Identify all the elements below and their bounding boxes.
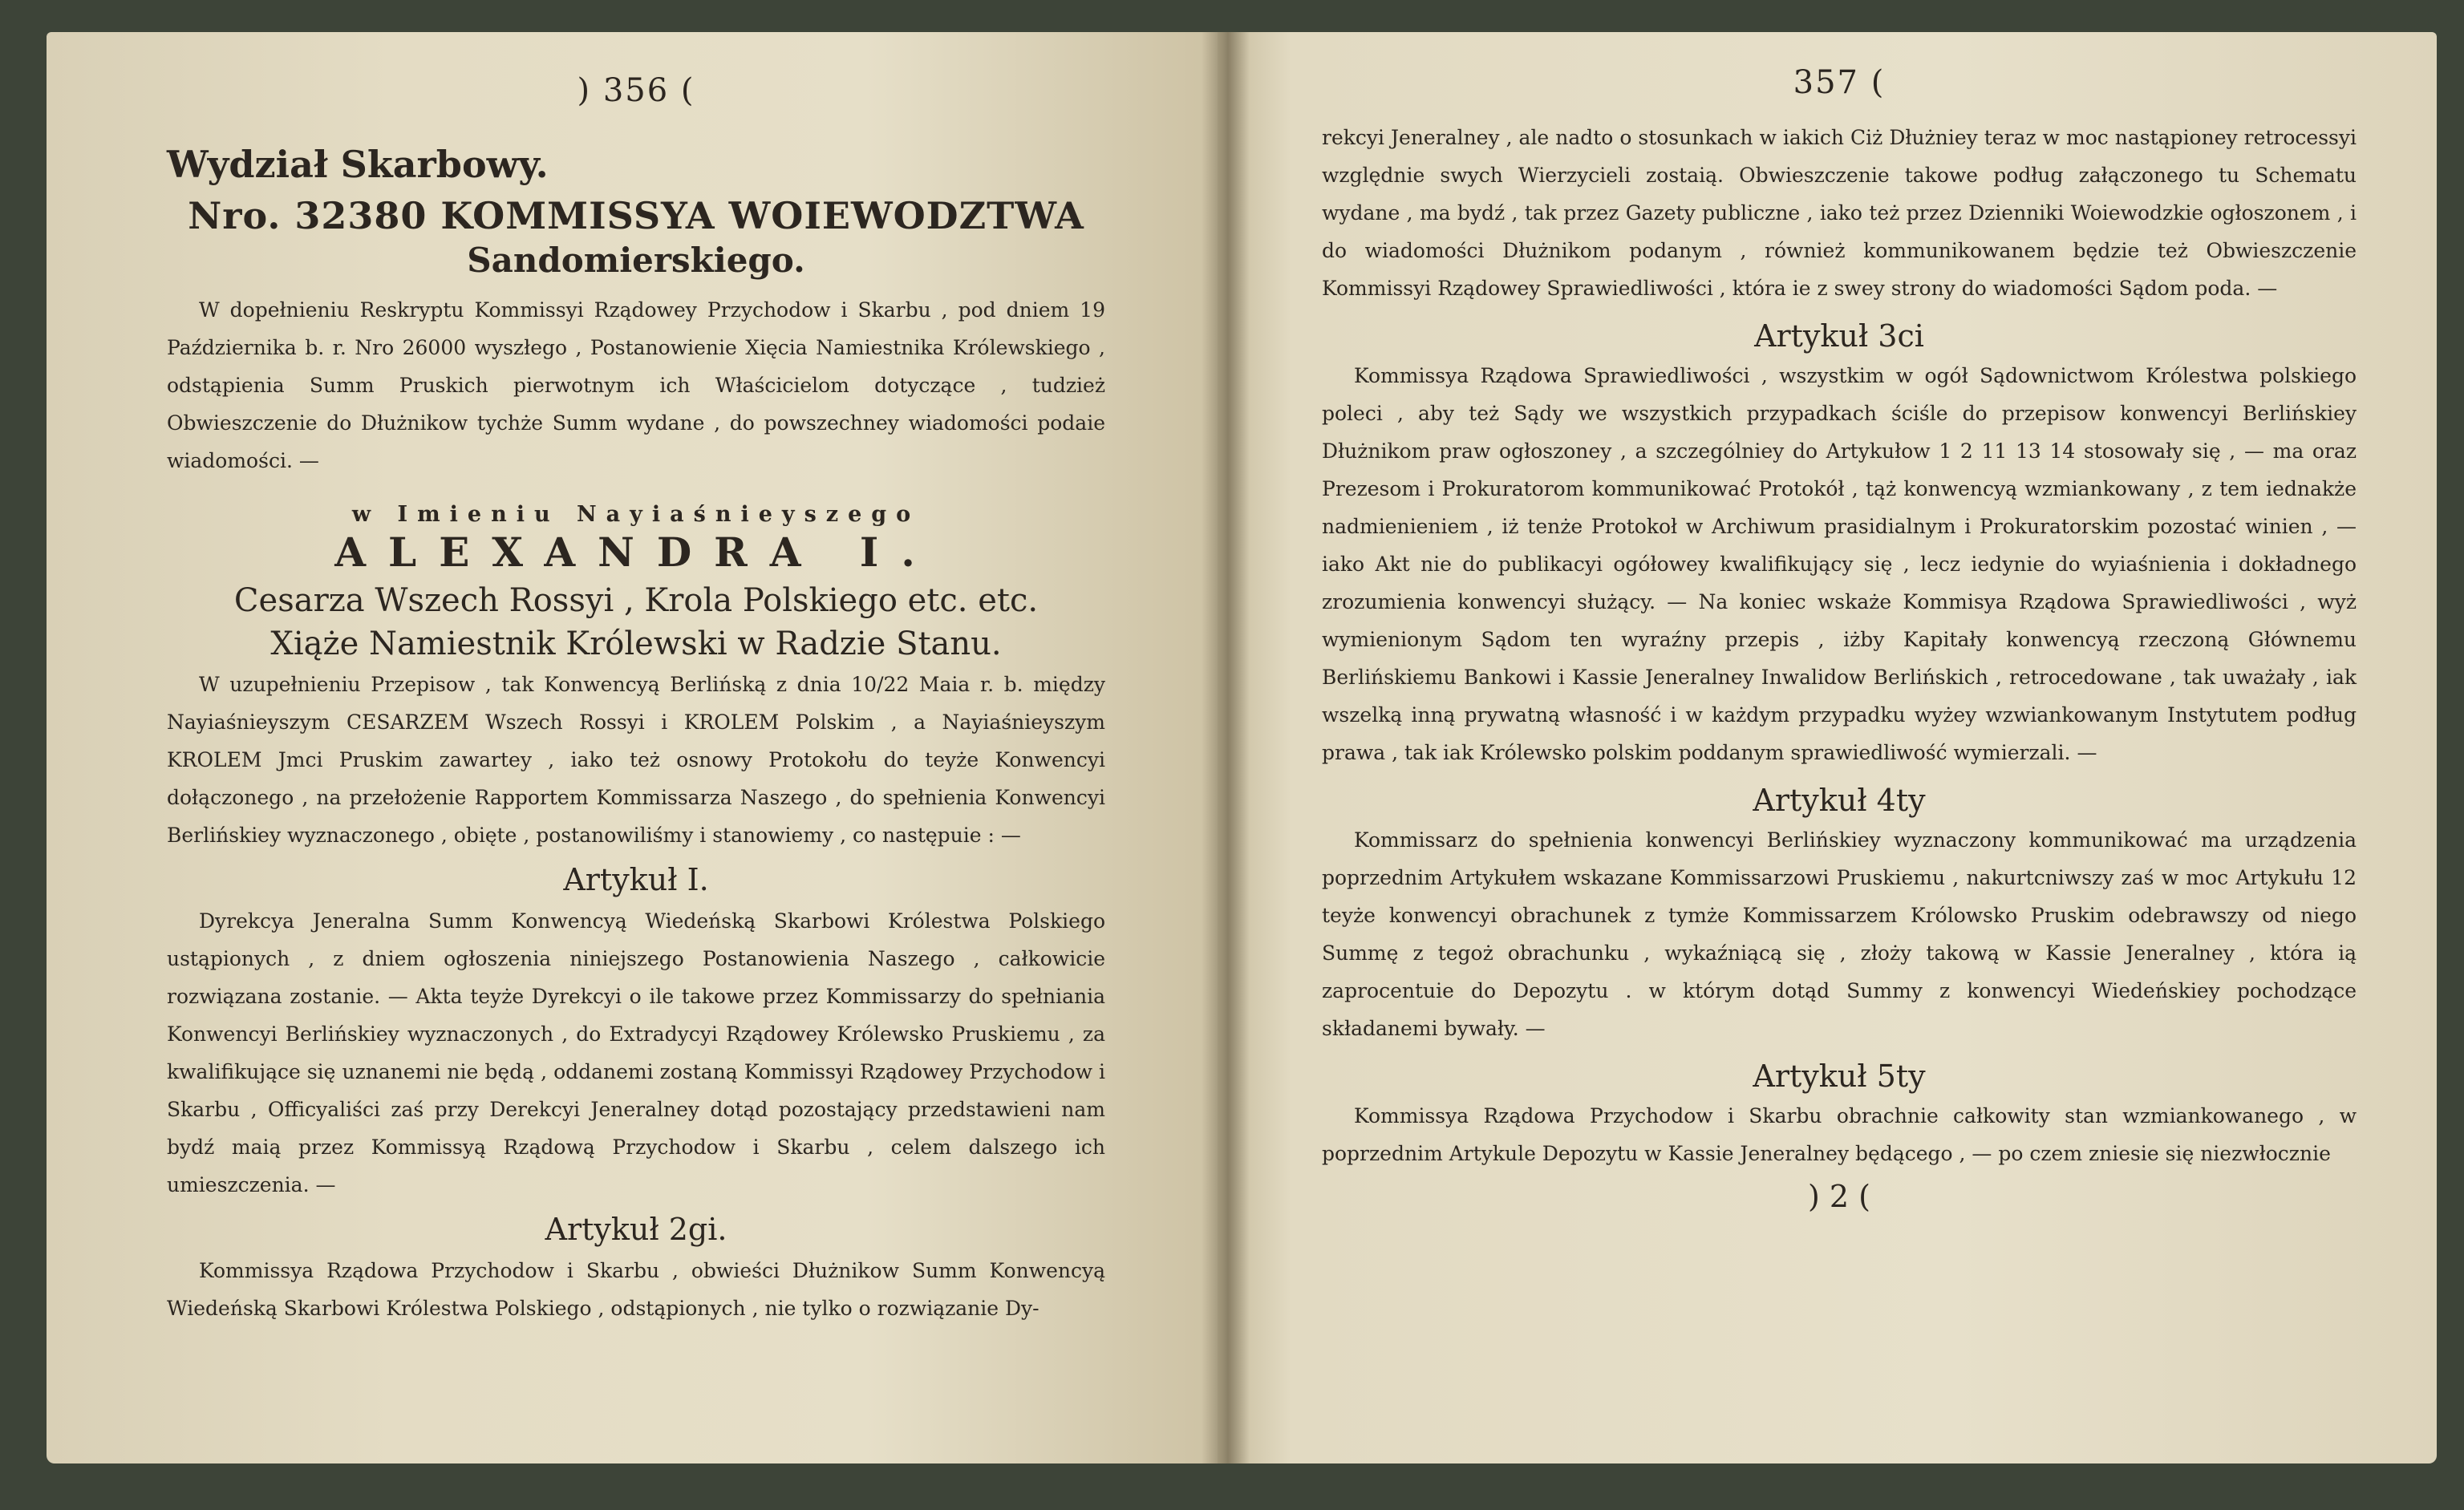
intro-paragraph: W dopełnieniu Reskryptu Kommissyi Rządowey Przychodow i Skarbu , pod dniem 19 Października b. r. Nro 26000 wyszłego , Postanowienie Xięcia Namiestnika Królewskiego , odstąpienia Summ Pruskich pierwotnym ich Właścicielom dotyczące , tudzież Obwieszczenie do Dłużnikow tychże Summ wydane , do powszechney wiadomości podaie wiadomości. —	[167, 298, 1105, 472]
region-heading: Sandomierskiego.	[467, 241, 805, 280]
monarch-name: ALEXANDRA I.	[334, 528, 938, 576]
right-page-content	[1322, 64, 2357, 1214]
article-4-text: Kommissarz do spełnienia konwencyi Berlińskiey wyznaczony kommunikować ma urządzenia poprzednim Artykułem wskazane Kommissarzowi Pruskiemu , nakurtcniwszy zaś w moc Artykułu 12 teyże konwencyi obrachunek z tymże Kommissarzem Królowsko Pruskim odebrawszy od niego Summę z tegoż obrachunku , wykaźniącą się , złoży takową w Kassie Jeneralney , która ią zaprocentuie do Depozytu . w którym dotąd Summy z konwencyi Wiedeńskiey pochodzące składanemi bywały. —	[1322, 828, 2357, 1040]
preamble-paragraph: W uzupełnieniu Przepisow , tak Konwencyą Berlińską z dnia 10/22 Maia r. b. między Nayiaśnieyszym CESARZEM Wszech Rossyi i KROLEM Polskim , a Nayiaśnieyszym KROLEM Jmci Pruskim zawartey , iako też osnowy Protokołu do teyże Konwencyi dołączonego , na przełożenie Rapportem Kommissarza Naszego , do spełnienia Konwencyi Berlińskiey wyznaczonego , obięte , postanowiliśmy i stanowiemy , co następuie : —	[167, 673, 1105, 847]
left-page	[47, 32, 1218, 1463]
article-5-text: Kommissya Rządowa Przychodow i Skarbu obrachnie całkowity stan wzmiankowanego , w poprzednim Artykule Depozytu w Kassie Jeneralney będącego , — po czem zniesie się niezwłocznie	[1322, 1104, 2357, 1165]
article-4-heading: Artykuł 4ty	[1753, 783, 1926, 818]
department-heading: Wydział Skarbowy.	[167, 143, 549, 186]
article-3-heading: Artykuł 3ci	[1754, 318, 1924, 354]
book-spread	[47, 0, 2437, 1510]
article-5-heading: Artykuł 5ty	[1753, 1059, 1926, 1094]
article-1-heading: Artykuł I.	[563, 862, 709, 897]
page-number-right: 357 (	[1793, 64, 1886, 101]
book-gutter	[1202, 32, 1250, 1463]
monarch-title-line-1: Cesarza Wszech Rossyi , Krola Polskiego etc. etc.	[233, 582, 1039, 619]
page-number-left: ) 356 (	[577, 72, 695, 109]
article-2-text: Kommissya Rządowa Przychodow i Skarbu , obwieści Dłużnikow Summ Konwencyą Wiedeńską Skarbowi Królestwa Polskiego , odstąpionych , nie tylko o rozwiązanie Dy-	[167, 1259, 1105, 1320]
article-2-heading: Artykuł 2gi.	[545, 1212, 727, 1247]
continuation-paragraph: rekcyi Jeneralney , ale nadto o stosunkach w iakich Ciż Dłużniey teraz w moc nastąpioney retrocessyi względnie swych Wierzycieli zostaią. Obwieszczenie takowe podług załączonego tu Schematu wydane , ma bydź , tak przez Gazety publiczne , iako też przez Dzienniki Woiewodzkie ogłoszonem , i do wiadomości Dłużnikom podanym , również kommunikowanem będzie też Obwieszczenie Kommissyi Rządowey Sprawiedliwości , która ie z swey strony do wiadomości Sądom poda. —	[1322, 126, 2357, 300]
monarch-title-line-2: Xiąże Namiestnik Królewski w Radzie Stanu.	[270, 625, 1002, 662]
article-1-text: Dyrekcya Jeneralna Summ Konwencyą Wiedeńską Skarbowi Królestwa Polskiego ustąpionych , z dniem ogłoszenia niniejszego Postanowienia Naszego , całkowicie rozwiązana zostanie. — Akta teyże Dyrekcyi o ile takowe przez Kommissarzy do spełniania Konwencyi Berlińskiey wyznaczonych , do Extradycyi Rządowey Królewsko Pruskiemu , za kwalifikujące się uznanemi nie będą , oddanemi zostaną Kommissyi Rządowey Przychodow i Skarbu , Officyaliści zaś przy Derekcyi Jeneralney dotąd pozostający przedstawieni nam bydź maią przez Kommissyą Rządową Przychodow i Skarbu , celem dalszego ich umieszczenia. —	[167, 909, 1105, 1196]
signature-mark: ) 2 (	[1808, 1179, 1870, 1214]
left-page-content	[167, 72, 1105, 1327]
right-page	[1218, 32, 2437, 1463]
article-3-text: Kommissya Rządowa Sprawiedliwości , wszystkim w ogół Sądownictwom Królestwa polskiego poleci , aby też Sądy we wszystkich przypadkach ściśle do przepisow konwencyi Berlińskiey Dłużnikom praw ogłoszoney , a szczególniey do Artykułow 1 2 11 13 14 stosowały się , — ma oraz Prezesom i Prokuratorom kommunikować Protokół , tąż konwencyą wzmiankowany , z tem iednakże nadmienieniem , iż tenże Protokoł w Archiwum prasidialnym i Prokuratorskim pozostać winien , — iako Akt nie do publikacyi ogółowey kwalifikujący się , lecz iedynie do wyiaśnienia i dokładnego zrozumienia konwencyi służący. — Na koniec wskaże Kommisya Rządowa Sprawiedliwości , wyż wymienionym Sądom ten wyraźny przepis , iżby Kapitały konwencyą rzeczoną Głównemu Berlińskiemu Bankowi i Kassie Jeneralney Inwalidow Berlińskich , retrocedowane , tak uważały , iak wszelką inną prywatną własność i w każdym przypadku wyżey wzwiankowanym Instytutem podług prawa , tak iak Królewsko polskim poddanym sprawiedliwość wymierzali. —	[1322, 364, 2357, 764]
document-number-heading: Nro. 32380 KOMMISSYA WOIEWODZTWA	[188, 194, 1084, 237]
invocation-line: w Imieniu Nayiaśnieyszego	[351, 502, 921, 527]
